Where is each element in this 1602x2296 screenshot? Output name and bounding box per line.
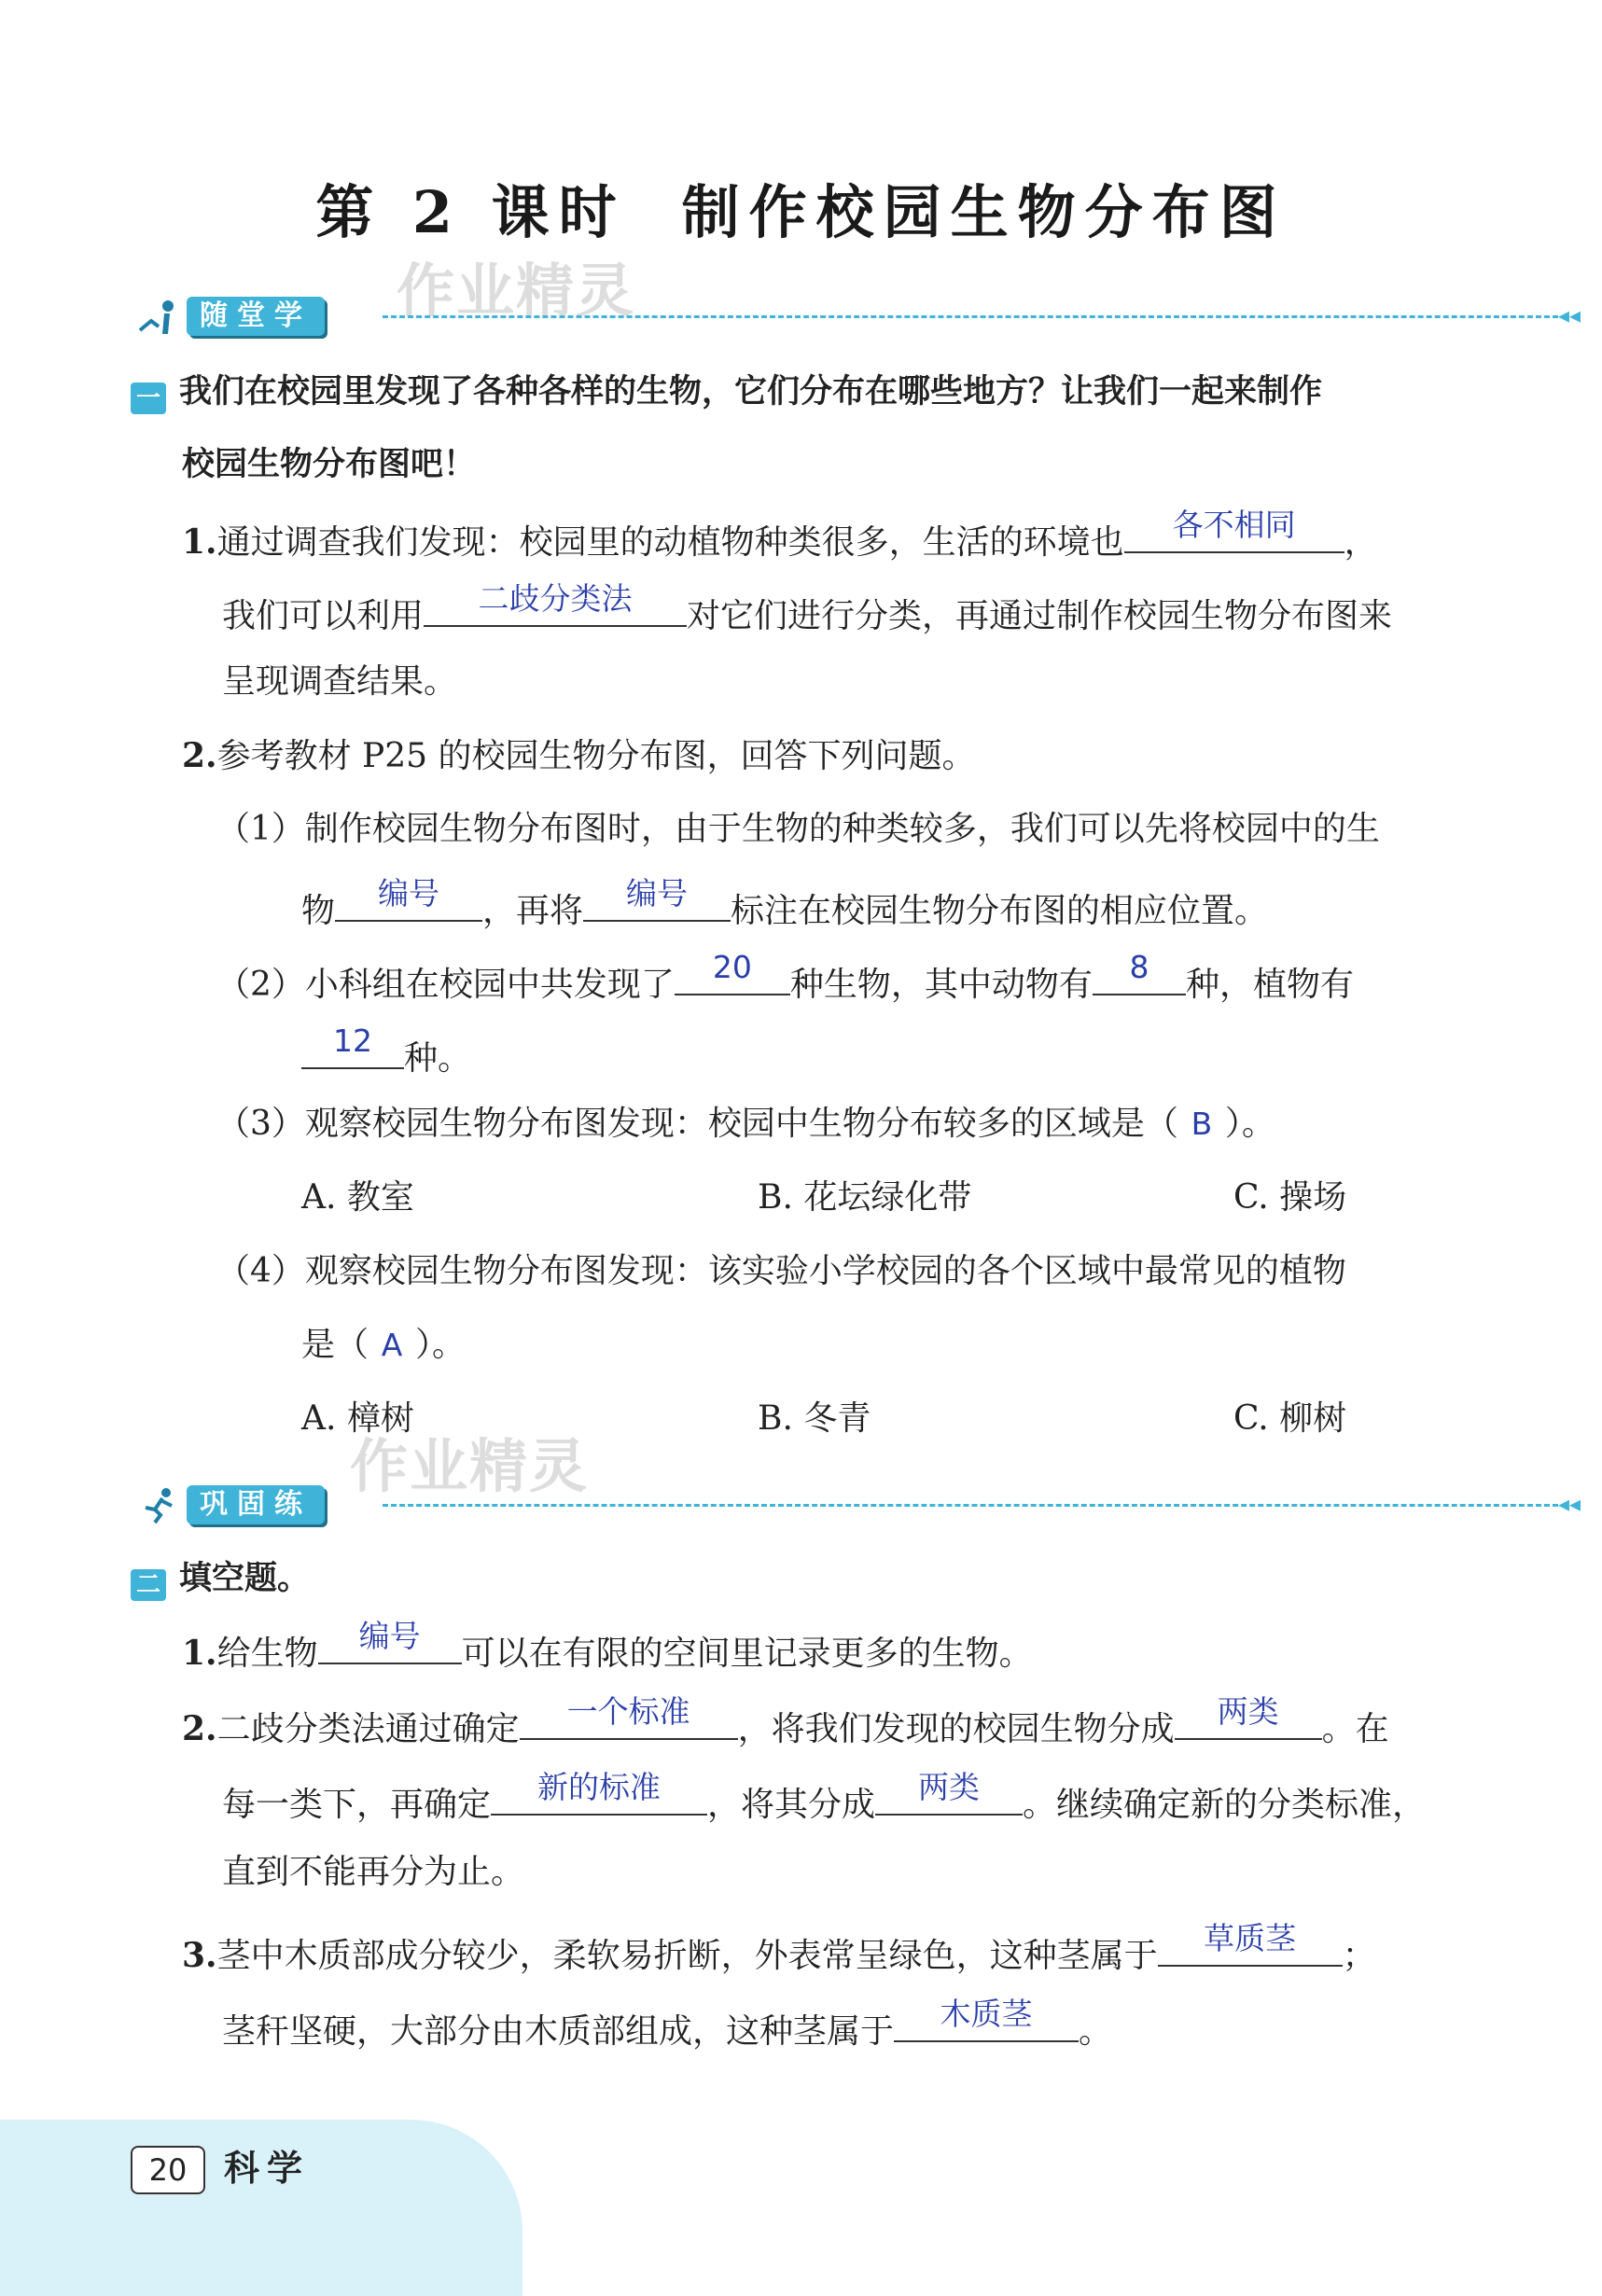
question-1-line-2 [222,580,1393,635]
dashed-divider [383,315,1558,318]
arrow-end-icon: ◂◂ [1558,302,1581,328]
answer-text: 新的标准 [537,1769,662,1805]
question-text: 。在 [1321,1710,1389,1748]
question-text: 制作校园生物分布图时，由于生物的种类较多，我们可以先将校园中的生 [304,810,1380,848]
answer-blank[interactable] [335,875,482,922]
lesson-number: 第 2 课时 [315,178,626,246]
fill-question-1 [182,1618,1033,1673]
question-text: ）。 [1224,1105,1275,1143]
answer-text: 各不相同 [1172,507,1296,543]
question-text: 物 [301,892,336,930]
question-number: 3. [182,1936,217,1975]
answer-text: 二歧分类法 [478,580,633,617]
answer-text: A [381,1327,403,1363]
subject-label: 科学 [224,2148,311,2189]
question-text: 。继续确定新的分类标准， [1023,1786,1427,1824]
question-number: 1. [182,1634,217,1673]
answer-text: 12 [333,1023,372,1059]
question-text: ，将我们发现的校园生物分成 [737,1710,1175,1748]
answer-text: 两类 [918,1769,981,1805]
answer-blank[interactable] [520,1693,738,1740]
sub-label: （3） [216,1105,305,1143]
option-a: A. 樟树 [301,1399,414,1438]
question-number: 2. [182,736,217,775]
option-a: A. 教室 [301,1178,414,1217]
question-number: 2. [182,1709,217,1748]
watermark: 作业精灵 [350,1432,590,1500]
subquestion-4-line-2 [301,1327,466,1364]
answer-blank[interactable] [424,580,687,627]
question-text: 标注在校园生物分布图的相应位置。 [731,892,1269,930]
answer-blank[interactable] [301,1023,404,1069]
question-number: 1. [182,522,217,562]
question-1-line-1 [182,507,1378,562]
section-badge: 二 [131,1569,166,1601]
lesson-title: 制作校园生物分布图 [681,178,1287,246]
question-text: 给生物 [216,1635,318,1673]
answer-text: 编号 [626,875,689,911]
answer-blank[interactable] [875,1769,1023,1816]
answer-blank[interactable] [1158,1920,1343,1967]
section1-intro [131,366,1322,414]
section-badge: 一 [131,383,166,414]
fill-question-2-line-3: 直到不能再分为止。 [222,1853,525,1891]
question-text: 茎中木质部成分较少，柔软易折断，外表常呈绿色，这种茎属于 [216,1937,1158,1975]
answer-blank[interactable] [894,1996,1079,2042]
question-2 [182,737,976,775]
question-text: 我们可以利用 [222,597,425,635]
section2-heading [131,1552,310,1601]
intro-text: 我们在校园里发现了各种各样的生物，它们分布在哪些地方？让我们一起来制作 [179,373,1323,410]
section-banner-practice [121,1485,1581,1528]
subquestion-2-line-1 [216,949,1354,1004]
intro-text-2: 校园生物分布图吧！ [182,446,477,483]
question-text: 观察校园生物分布图发现：该实验小学校园的各个区域中最常见的植物 [304,1252,1346,1290]
answer-blank[interactable] [583,875,731,922]
page-title [0,166,1602,249]
answer-text: 一个标准 [566,1693,690,1730]
subquestion-2-line-2 [301,1023,472,1078]
punct: ， [1344,523,1378,562]
subquestion-3 [216,1106,1275,1143]
answer-blank[interactable] [1175,1693,1322,1740]
sub-label: （2） [216,966,305,1004]
question-text: 种，植物有 [1185,966,1354,1004]
question-text: ，将其分成 [707,1786,876,1824]
question-text: 对它们进行分类，再通过制作校园生物分布图来 [687,597,1393,635]
answer-text: 草质茎 [1204,1920,1297,1956]
question-text: ，再将 [482,892,584,930]
section-banner-study [121,297,1581,340]
arrow-end-icon: ◂◂ [1558,1491,1581,1517]
fill-question-2-line-1 [182,1693,1389,1748]
reading-person-icon [138,299,179,336]
answer-blank[interactable] [491,1769,707,1816]
subquestion-1-line-1 [216,811,1380,848]
question-text: 是（ [301,1326,369,1364]
subquestion-4-line-1 [216,1253,1346,1290]
answer-blank[interactable] [675,949,790,995]
question-text: 二歧分类法通过确定 [216,1710,520,1748]
option-b: B. 花坛绿化带 [758,1178,972,1217]
answer-text: 8 [1129,949,1149,985]
banner-label: 随堂学 [187,297,325,336]
question-text: ）。 [415,1326,467,1364]
question-text: 通过调查我们发现：校园里的动植物种类很多，生活的环境也 [216,523,1124,562]
question-text: 种。 [404,1039,472,1078]
question-1-line-3: 呈现调查结果。 [222,662,458,701]
question-text: 。 [1079,2012,1113,2051]
answer-text: 编号 [358,1618,421,1654]
answer-blank[interactable] [318,1618,462,1664]
question-text: 每一类下，再确定 [222,1786,492,1824]
fill-question-3-line-1 [182,1920,1376,1975]
heading-text: 填空题。 [179,1560,311,1597]
question-text: 种生物，其中动物有 [789,966,1093,1004]
running-person-icon [138,1487,179,1524]
answer-text: B [1191,1106,1213,1142]
fill-question-2-line-2 [222,1769,1427,1824]
option-c: C. 柳树 [1233,1399,1347,1438]
option-c: C. 操场 [1233,1178,1347,1217]
question-text: ； [1342,1937,1376,1975]
question-text: 小科组在校园中共发现了 [304,966,675,1004]
question-text: 茎秆坚硬，大部分由木质部组成，这种茎属于 [222,2012,895,2051]
fill-question-3-line-2 [222,1996,1113,2051]
question-text: 可以在有限的空间里记录更多的生物。 [461,1635,1033,1673]
answer-text: 木质茎 [940,1996,1033,2032]
answer-blank[interactable] [1124,507,1344,553]
question-text: 参考教材 P25 的校园生物分布图，回答下列问题。 [216,737,976,775]
option-b: B. 冬青 [758,1399,871,1438]
dashed-divider [383,1504,1558,1507]
answer-text: 两类 [1217,1693,1279,1730]
question-text: 观察校园生物分布图发现：校园中生物分布较多的区域是（ [304,1105,1178,1143]
banner-label: 巩固练 [187,1485,325,1524]
sub-label: （1） [216,810,305,848]
subquestion-1-line-2 [301,875,1269,930]
answer-text: 编号 [378,875,440,911]
sub-label: （4） [216,1252,305,1290]
answer-blank[interactable] [1093,949,1186,995]
page-number: 20 [131,2146,205,2194]
watermark: 作业精灵 [397,257,636,325]
answer-text: 20 [712,949,752,985]
